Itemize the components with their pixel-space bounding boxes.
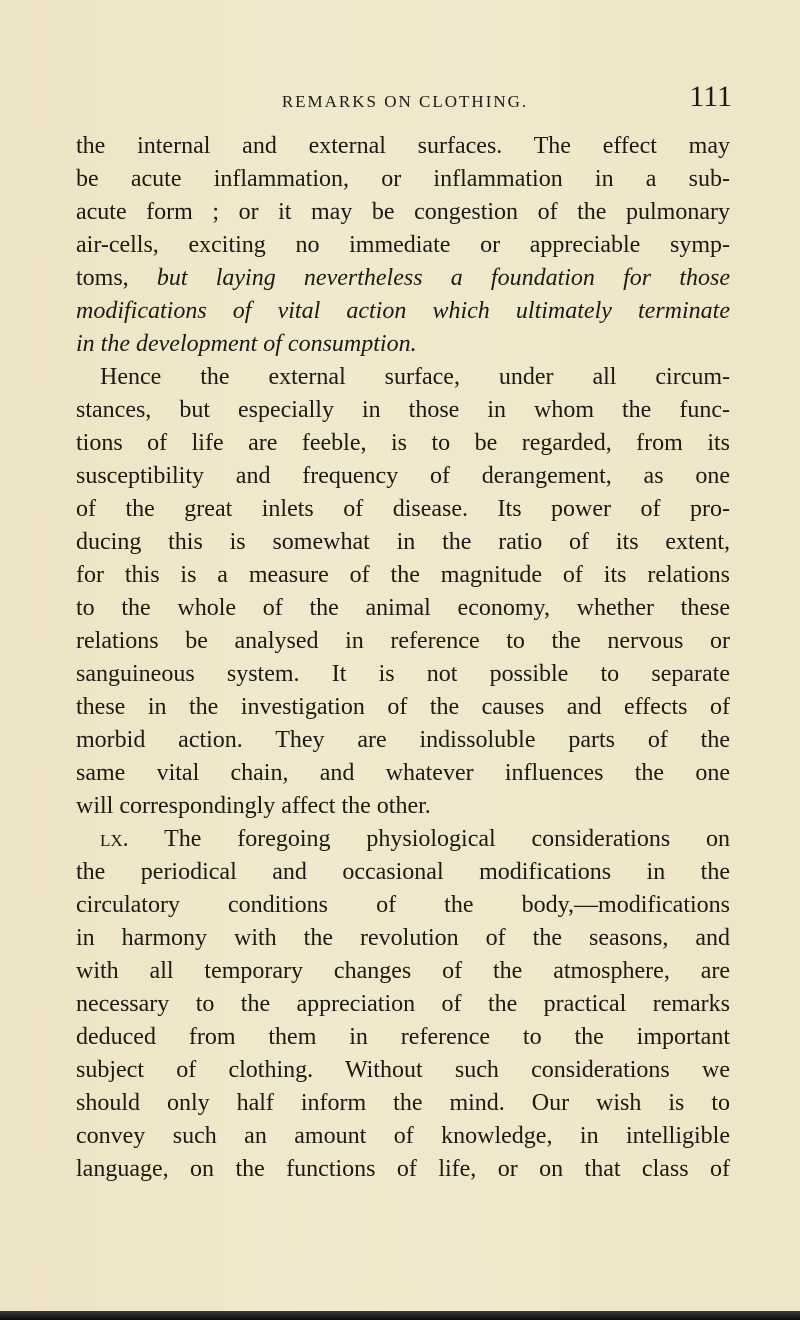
text-line: circulatory conditions of the body,—modifications — [76, 892, 730, 918]
page-header — [78, 80, 732, 124]
text-line: these in the investigation of the causes and effects of — [76, 694, 730, 720]
paragraph-first-line — [76, 823, 730, 856]
text-run: The foregoing physiological considerations on — [128, 826, 730, 852]
running-head: REMARKS ON CLOTHING. — [281, 92, 529, 111]
text-line: morbid action. They are indissoluble parts of the — [76, 727, 730, 753]
page-number: 111 — [689, 80, 732, 113]
text-line: should only half inform the mind. Our wish is to — [76, 1090, 730, 1116]
text-run: toms, — [76, 265, 157, 291]
body-text — [76, 130, 730, 1186]
section-number: lx. — [100, 826, 129, 852]
text-line: convey such an amount of knowledge, in intelligible — [76, 1123, 730, 1149]
text-line: relations be analysed in reference to the nervous or — [76, 628, 730, 654]
text-line: deduced from them in reference to the important — [76, 1024, 730, 1050]
text-line: the periodical and occasional modifications in the — [76, 859, 730, 885]
text-line: air-cells, exciting no immediate or appreciable symp- — [76, 232, 730, 258]
text-line: same vital chain, and whatever influences the one — [76, 760, 730, 786]
text-line: ducing this is somewhat in the ratio of its extent, — [76, 529, 730, 555]
text-line: for this is a measure of the magnitude of its relations — [76, 562, 730, 588]
text-line: in harmony with the revolution of the seasons, and — [76, 925, 730, 951]
text-line: be acute inflammation, or inflammation in a sub- — [76, 166, 730, 192]
text-line: language, on the functions of life, or on that class of — [76, 1156, 730, 1182]
scan-bottom-edge — [0, 1311, 800, 1320]
text-line: necessary to the appreciation of the practical remarks — [76, 991, 730, 1017]
italic-text-run: but laying nevertheless a foundation for those — [156, 265, 730, 291]
text-line — [76, 262, 730, 295]
text-line: will correspondingly affect the other. — [76, 793, 431, 819]
text-line: acute form ; or it may be congestion of the pulmonary — [76, 199, 730, 225]
paragraph-first-line: Hence the external surface, under all circum- — [100, 364, 730, 390]
text-line: tions of life are feeble, is to be regarded, from its — [76, 430, 730, 456]
text-line: of the great inlets of disease. Its power of pro- — [76, 496, 730, 522]
text-line: the internal and external surfaces. The effect may — [76, 133, 730, 159]
text-line: with all temporary changes of the atmosphere, are — [76, 958, 730, 984]
text-line: susceptibility and frequency of derangement, as one — [76, 463, 730, 489]
italic-text-line: modifications of vital action which ultimately terminate — [76, 298, 730, 324]
text-line: stances, but especially in those in whom the func- — [76, 397, 730, 423]
text-line: sanguineous system. It is not possible to separate — [76, 661, 730, 687]
italic-text-line: in the development of consumption. — [76, 331, 417, 357]
text-line: subject of clothing. Without such considerations we — [76, 1057, 730, 1083]
text-line: to the whole of the animal economy, whether these — [76, 595, 730, 621]
